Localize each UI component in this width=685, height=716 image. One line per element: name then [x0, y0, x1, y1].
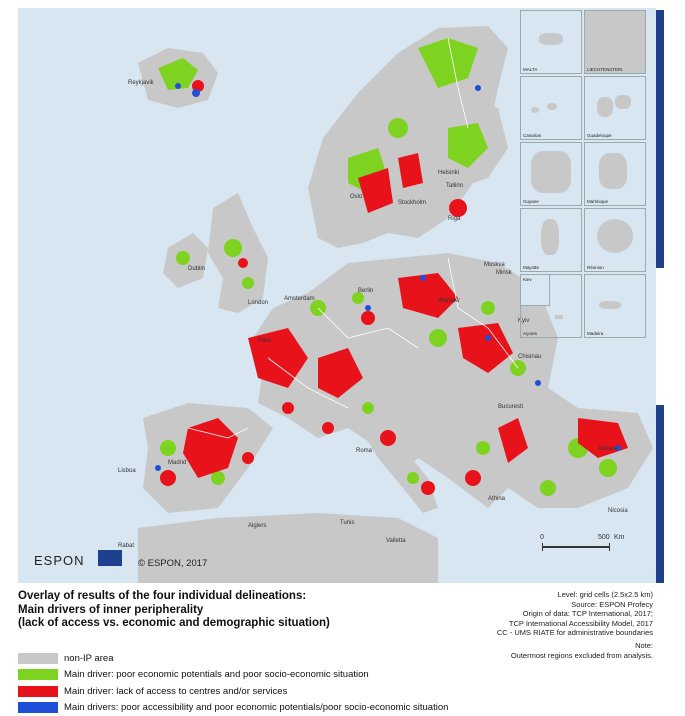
inset-malta: MALTA: [520, 10, 582, 74]
espon-logo: ESPON: [34, 553, 85, 568]
legend-label: Main drivers: poor accessibility and poor economic potentials/poor socio-economic situation: [64, 702, 448, 713]
frame-bar-right-bottom: [656, 405, 664, 583]
scale-unit: Km: [614, 534, 625, 541]
meta-line: TCP International Accessibility Model, 2017: [393, 619, 653, 629]
city-label: Reykjavik: [128, 80, 154, 86]
title-line: Main drivers of inner peripherality: [18, 604, 330, 618]
city-label: Warsaw: [438, 298, 459, 304]
inner-peripherality-map: [18, 8, 656, 583]
city-label: Nicosia: [608, 508, 628, 514]
map-metadata: [393, 590, 653, 638]
scale-max: 500: [598, 534, 610, 541]
legend-item: [18, 667, 448, 684]
title-line: Overlay of results of the four individual delineations:: [18, 590, 330, 604]
city-label: Valletta: [386, 538, 406, 544]
city-label: Tunis: [340, 520, 354, 526]
meta-line: Level: grid cells (2.5x2.5 km): [393, 590, 653, 600]
land-north-africa: [138, 513, 438, 583]
city-label: Berlin: [358, 288, 373, 294]
legend-swatch-blue: [18, 702, 58, 713]
scale-bar: [538, 538, 648, 560]
city-label: Minsk: [496, 270, 512, 276]
map-title: [18, 590, 330, 631]
legend-label: non-IP area: [64, 653, 113, 664]
note-line: Note:: [511, 641, 653, 651]
scale-zero: 0: [540, 534, 544, 541]
city-label: Helsinki: [438, 170, 459, 176]
city-label: Chisinau: [518, 354, 541, 360]
inset-martinique: Martinique: [584, 142, 646, 206]
city-label: Stockholm: [398, 200, 426, 206]
city-label: Madrid: [168, 460, 186, 466]
city-label: Tallinn: [446, 183, 463, 189]
inset-reunion: Réunion: [584, 208, 646, 272]
city-label: Lisboa: [118, 468, 136, 474]
inset-mayotte: Mayotte: [520, 208, 582, 272]
city-label: Ankara: [598, 446, 617, 452]
city-label: London: [248, 300, 268, 306]
inset-kiev: Kiev: [520, 274, 550, 306]
city-label: Paris: [258, 338, 272, 344]
meta-line: Source: ESPON Profecy: [393, 600, 653, 610]
city-label: Riga: [448, 216, 460, 222]
meta-line: CC - UMS RIATE for administrative boundaries: [393, 628, 653, 638]
meta-line: Origin of data: TCP International, 2017;: [393, 609, 653, 619]
legend-item: [18, 683, 448, 700]
legend-swatch-red: [18, 686, 58, 697]
copyright: © ESPON, 2017: [138, 558, 207, 569]
city-label: Kyiv: [518, 318, 529, 324]
title-line: (lack of access vs. economic and demographic situation): [18, 617, 330, 631]
inset-canarias: Canarias: [520, 76, 582, 140]
city-label: Oslo: [350, 194, 362, 200]
map-note: [511, 641, 653, 660]
inset-acores: Açores: [520, 274, 582, 338]
legend-item: [18, 650, 448, 667]
city-label: Dublin: [188, 266, 205, 272]
legend: [18, 650, 448, 716]
legend-item: [18, 700, 448, 716]
eu-flag-icon: [98, 550, 122, 566]
inset-madeira: Madeira: [584, 274, 646, 338]
city-label: Rabat: [118, 543, 134, 549]
legend-label: Main driver: poor economic potentials and poor socio-economic situation: [64, 669, 369, 680]
city-label: Algiers: [248, 523, 266, 529]
city-label: Amsterdam: [284, 296, 315, 302]
legend-label: Main driver: lack of access to centres and/or services: [64, 686, 287, 697]
legend-swatch-gray: [18, 653, 58, 664]
legend-swatch-green: [18, 669, 58, 680]
frame-bar-right-top: [656, 10, 664, 268]
inset-liechtenstein: LIECHTENSTEIN: [584, 10, 646, 74]
inset-guadeloupe: Guadeloupe: [584, 76, 646, 140]
city-label: Moskva: [484, 262, 505, 268]
city-label: Bucuresti: [498, 404, 523, 410]
city-label: Athina: [488, 496, 505, 502]
inset-guyane: Guyane: [520, 142, 582, 206]
note-line: Outermost regions excluded from analysis.: [511, 651, 653, 661]
city-label: Roma: [356, 448, 372, 454]
